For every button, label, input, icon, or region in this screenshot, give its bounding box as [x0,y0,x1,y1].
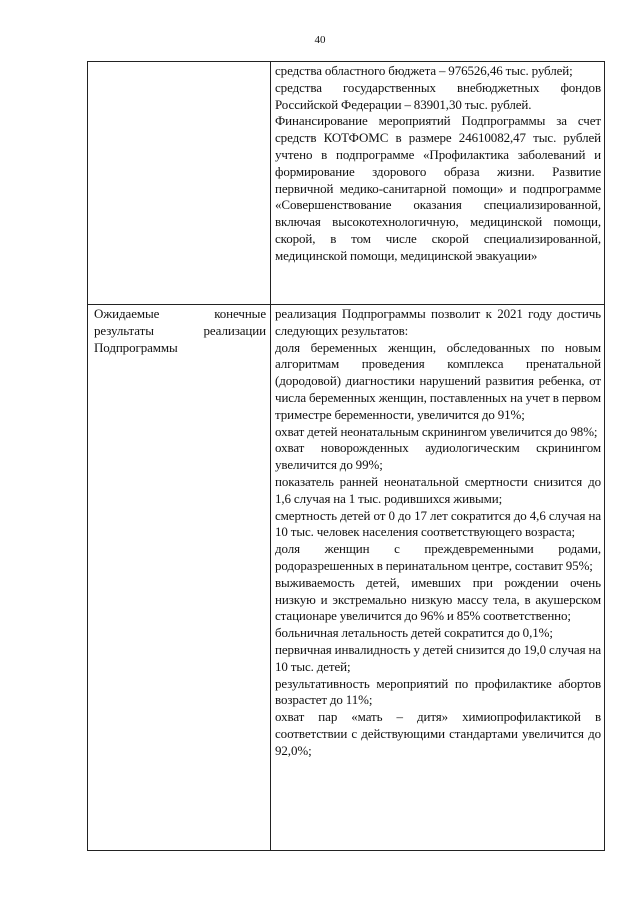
paragraph: реализация Подпрограммы позволит к 2021 году достичь следующих результатов: [275,306,601,338]
paragraph: показатель ранней неонатальной смертности снизится до 1,6 случая на 1 тыс. родившихся живыми; [275,473,601,506]
paragraph: доля беременных женщин, обследованных по новым алгоритмам проведения комплекса пренатальной (дородовой) диагностики нарушений развития ребенка, от числа беременных женщин, поставленных на учет в первом триместре беременности, увеличится до 91%; [275,339,601,422]
row-label-cell [88,305,271,851]
table-row [88,305,605,851]
paragraph: больничная летальность детей сократится до 0,1%; [275,625,553,641]
paragraph: результативность мероприятий по профилактике абортов возрастет до 11%; [275,675,601,708]
paragraph: смертность детей от 0 до 17 лет сократится до 4,6 случая на 10 тыс. человек населения соответствующего возраста; [275,507,601,540]
paragraph: средства областного бюджета – 976526,46 тыс. рублей; [275,63,573,78]
paragraph: первичная инвалидность у детей снизится до 19,0 случая на 10 тыс. детей; [275,641,601,674]
row-content-cell [271,305,605,851]
paragraph: доля женщин с преждевременными родами, родоразрешенных в перинатальном центре, составит 95%; [275,541,601,573]
paragraph: охват новорожденных аудиологическим скринингом увеличится до 99%; [275,440,601,473]
subprogram-passport-table [87,61,605,851]
row-label-cell [88,62,271,305]
paragraph: Финансирование мероприятий Подпрограммы за счет средств КОТФОМС в размере 24610082,47 тыс. рублей учтено в подпрограмме «Профилактика заболеваний и формирование здорового образа жизни. Развитие первичной медико-санитарной помощи» и подпрограмме «Совершенствование оказания специализированной, включая высокотехнологичную, медицинской помощи, скорой, в том числе скорой специализированной, медицинской помощи, медицинской эвакуации» [275,113,601,263]
paragraph: охват пар «мать – дитя» химиопрофилактикой в соответствии с действующими стандартами увеличится до 92,0%; [275,709,601,758]
table-row [88,62,605,305]
paragraph: выживаемость детей, имевших при рождении очень низкую и экстремально низкую массу тела, в акушерском стационаре увеличится до 96% и 85% соответственно; [275,574,601,624]
row-label: Ожидаемые конечные результаты реализации Подпрограммы [94,306,266,355]
page-number: 40 [314,34,326,46]
row-content-cell [271,62,605,305]
paragraph: средства государственных внебюджетных фондов Российской Федерации – 83901,30 тыс. рублей. [275,79,601,112]
paragraph: охват детей неонатальным скринингом увеличится до 98%; [275,423,598,439]
